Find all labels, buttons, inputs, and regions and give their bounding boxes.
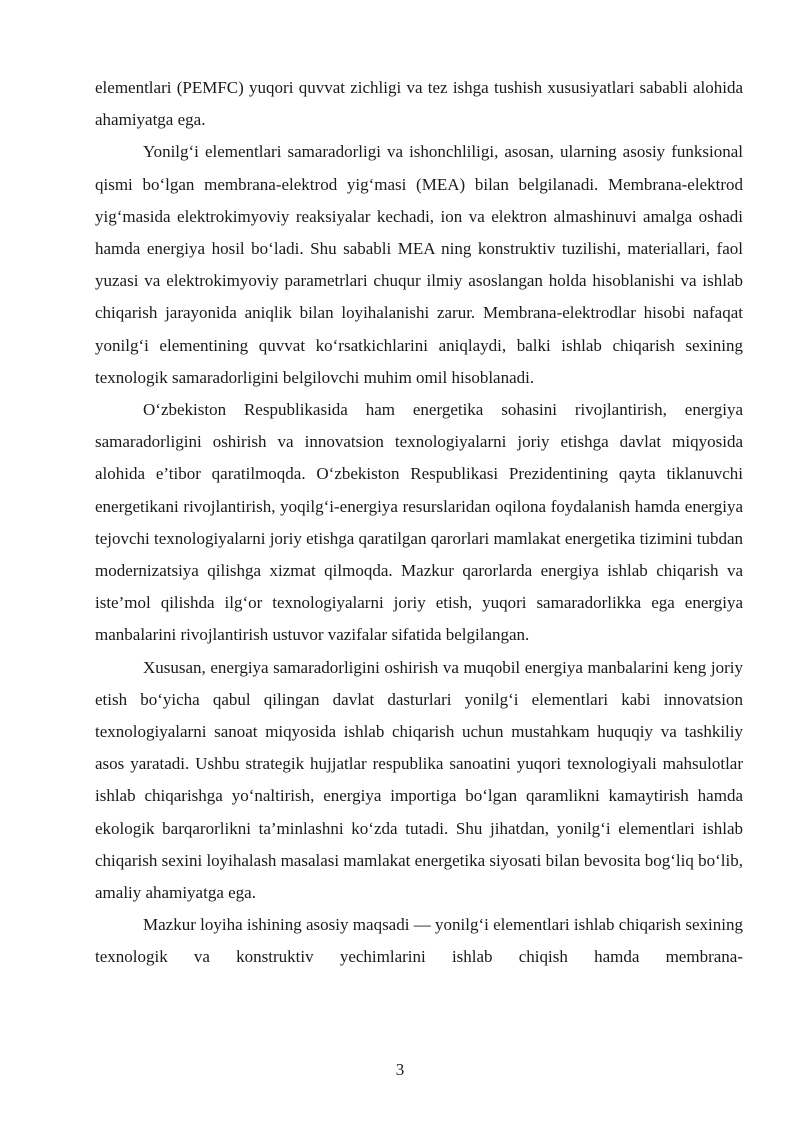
document-page [95, 72, 743, 974]
paragraph-1: elementlari (PEMFC) yuqori quvvat zichligi va tez ishga tushish xususiyatlari sababli alohida ahamiyatga ega. [95, 78, 743, 130]
page-number: 3 [395, 1060, 405, 1079]
paragraph-5: Mazkur loyiha ishining asosiy maqsadi — yonilg‘i elementlari ishlab chiqarish sexining texnologik va konstruktiv yechimlarini ishlab chiqish hamda membrana- [95, 915, 743, 967]
paragraph-4: Xususan, energiya samaradorligini oshirish va muqobil energiya manbalarini keng joriy etish bo‘yicha qabul qilingan davlat dasturlari yonilg‘i elementlari kabi innovatsion texnologiyalarni sanoat miqyosida ishlab chiqarish uchun mustahkam huquqiy va tashkiliy asos yaratadi. Ushbu strategik hujjatlar respublika sanoatini yuqori texnologiyali mahsulotlar ishlab chiqarishga yo‘naltirish, energiya importiga bo‘lgan qaramlikni kamaytirish hamda ekologik barqarorlikni ta’minlashni ko‘zda tutadi. Shu jihatdan, yonilg‘i elementlari ishlab chiqarish sexini loyihalash masalasi mamlakat energetika siyosati bilan bevosita bog‘liq bo‘lib, amaliy ahamiyatga ega. [95, 657, 743, 903]
paragraph-2: Yonilg‘i elementlari samaradorligi va ishonchliligi, asosan, ularning asosiy funksional qismi bo‘lgan membrana-elektrod yig‘masi (MEA) bilan belgilanadi. Membrana-elektrod yig‘masida elektrokimyoviy reaksiyalar kechadi, ion va elektron almashinuvi amalga oshadi hamda energiya hosil bo‘ladi. Shu sababli MEA ning konstruktiv tuzilishi, materiallari, faol yuzasi va elektrokimyoviy parametrlari chuqur ilmiy asoslangan holda hisoblanishi va ishlab chiqarish jarayonida aniqlik bilan loyihalanishi zarur. Membrana-elektrodlar hisobi nafaqat yonilg‘i elementining quvvat ko‘rsatkichlarini aniqlaydi, balki ishlab chiqarish sexining texnologik samaradorligini belgilovchi muhim omil hisoblanadi. [95, 142, 743, 387]
paragraph-3: O‘zbekiston Respublikasida ham energetika sohasini rivojlantirish, energiya samaradorligini oshirish va innovatsion texnologiyalarni joriy etishga davlat miqyosida alohida e’tibor qaratilmoqda. O‘zbekiston Respublikasi Prezidentining qayta tiklanuvchi energetikani rivojlantirish, yoqilg‘i-energiya resurslaridan oqilona foydalanish hamda energiya tejovchi texnologiyalarni joriy etishga qaratilgan qarorlari mamlakat energetika tizimini tubdan modernizatsiya qilishga xizmat qilmoqda. Mazkur qarorlarda energiya ishlab chiqarish va iste’mol qilishda ilg‘or texnologiyalarni joriy etish, yuqori samaradorlikka ega energiya manbalarini rivojlantirish ustuvor vazifalar sifatida belgilangan. [95, 400, 743, 645]
